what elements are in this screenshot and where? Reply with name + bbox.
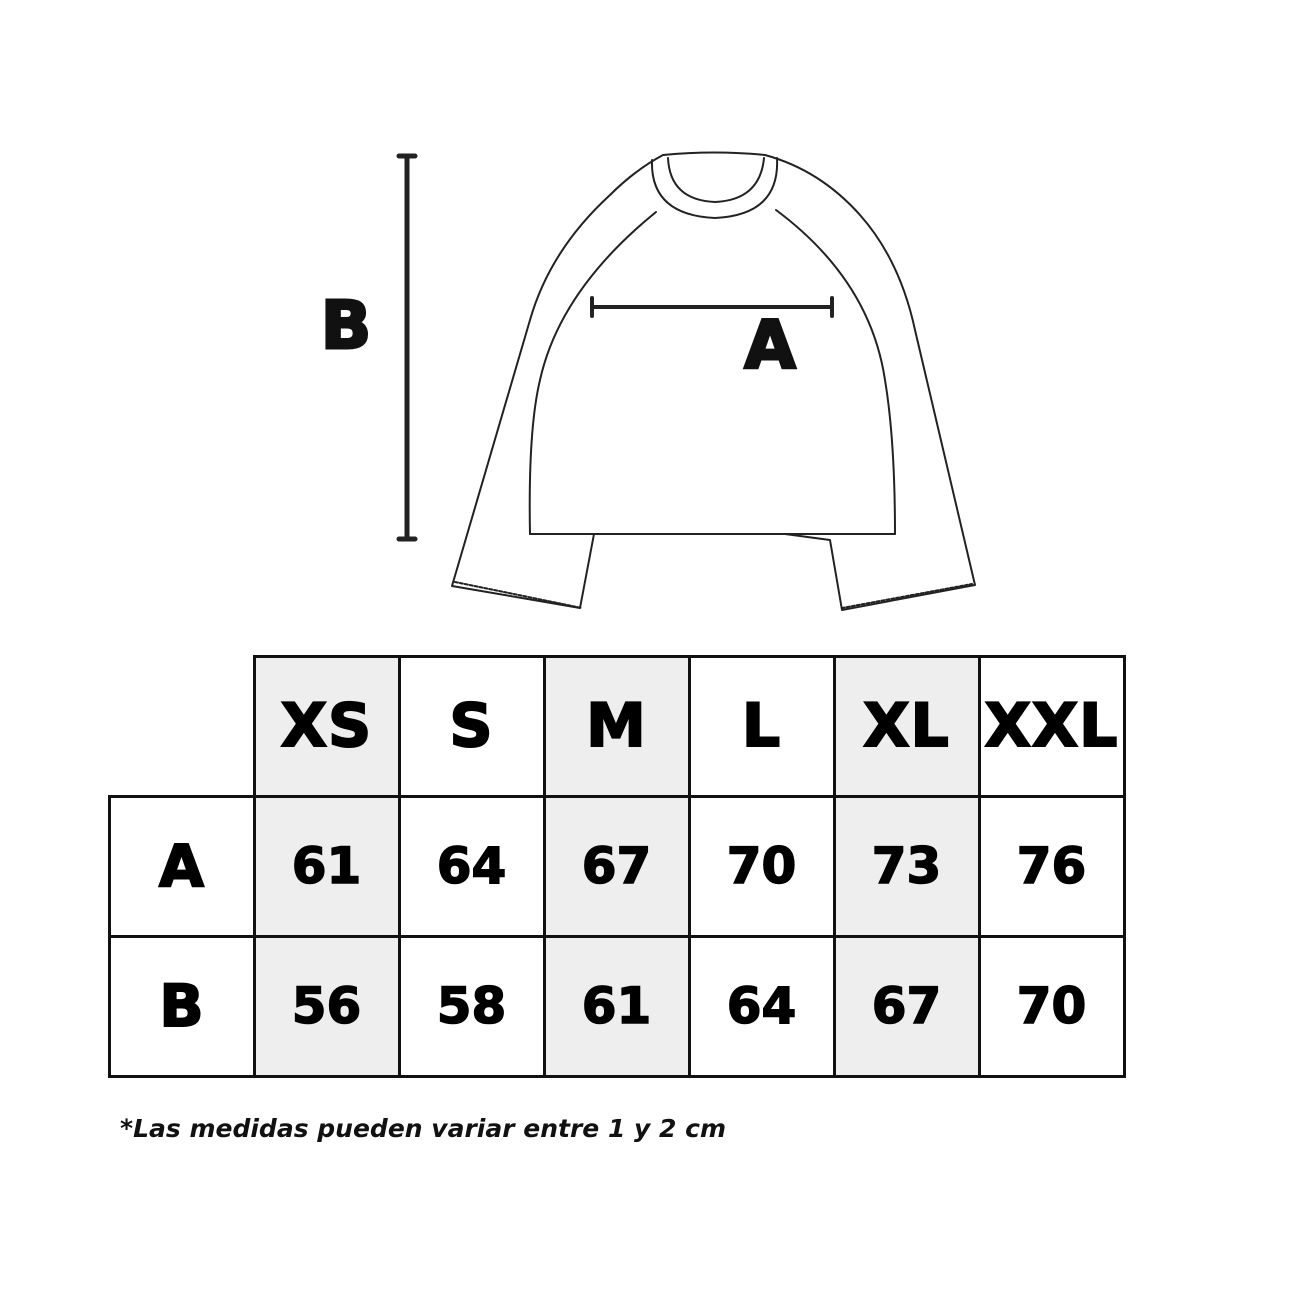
measure-cell: 76 bbox=[978, 795, 1126, 938]
measure-cell: 58 bbox=[398, 935, 546, 1078]
measure-cell: 70 bbox=[688, 795, 836, 938]
measure-cell: 70 bbox=[978, 935, 1126, 1078]
row-header-b: B bbox=[108, 935, 256, 1078]
measure-cell: 64 bbox=[398, 795, 546, 938]
measure-cell: 61 bbox=[253, 795, 401, 938]
measure-cell: 67 bbox=[833, 935, 981, 1078]
row-header-a: A bbox=[108, 795, 256, 938]
size-header-xl: XL bbox=[833, 655, 981, 798]
size-header-xxl: XXL bbox=[978, 655, 1126, 798]
disclaimer-note: *Las medidas pueden variar entre 1 y 2 cm bbox=[120, 1114, 727, 1143]
measure-cell: 64 bbox=[688, 935, 836, 1078]
length-label: B bbox=[320, 287, 372, 364]
size-header-m: M bbox=[543, 655, 691, 798]
measure-cell: 56 bbox=[253, 935, 401, 1078]
size-header-xs: XS bbox=[253, 655, 401, 798]
measure-cell: 61 bbox=[543, 935, 691, 1078]
size-header-s: S bbox=[398, 655, 546, 798]
width-label: A bbox=[744, 307, 796, 384]
measure-cell: 73 bbox=[833, 795, 981, 938]
measure-cell: 67 bbox=[543, 795, 691, 938]
size-header-l: L bbox=[688, 655, 836, 798]
